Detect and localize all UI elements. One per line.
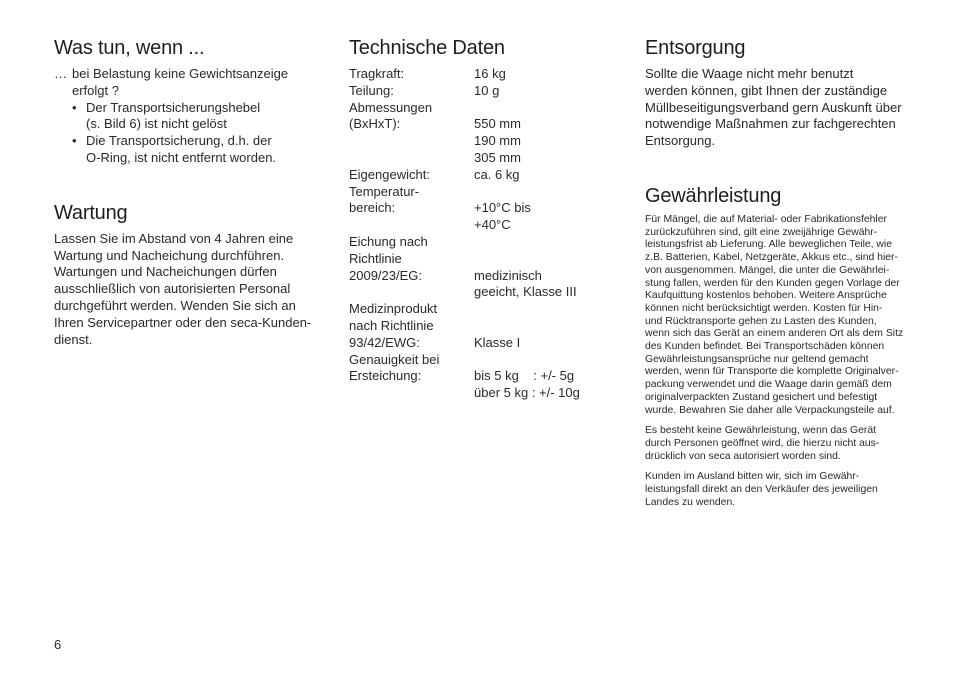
spec-value — [474, 352, 619, 369]
intro-line-1: bei Belastung keine Gewichtsanzeige — [72, 66, 289, 81]
spec-value — [474, 301, 619, 318]
list-item — [54, 133, 334, 167]
page-number: 6 — [54, 637, 62, 652]
text-line: werden, wenn für Transporte die komplette Originalver- — [645, 366, 899, 378]
wartung-text — [54, 231, 334, 349]
spec-value — [474, 251, 619, 268]
troubleshooting-block — [54, 66, 334, 167]
spec-value: geeicht, Klasse III — [474, 284, 577, 300]
spec-label: 93/42/EWG: — [349, 334, 420, 350]
spec-label: Temperatur- — [349, 183, 420, 199]
spec-row — [349, 335, 619, 352]
text-line: drücklich von seca autorisiert worden sind. — [645, 450, 841, 462]
heading-gewaehrleistung: Gewährleistung — [645, 184, 782, 207]
spec-row — [349, 284, 619, 301]
spec-value: 550 mm — [474, 116, 521, 132]
spec-row — [349, 251, 619, 268]
spec-label — [349, 133, 474, 150]
text-line: Müllbeseitigungsverband gern Auskunft über — [645, 99, 902, 115]
spec-value: Klasse I — [474, 334, 521, 350]
spec-label — [349, 150, 474, 167]
text-line: Kunden im Ausland bitten wir, sich im Gewähr- — [645, 471, 860, 483]
spec-row — [349, 167, 619, 184]
spec-value: +10°C bis — [474, 200, 531, 216]
heading-entsorgung: Entsorgung — [645, 37, 746, 59]
spec-row — [349, 217, 619, 234]
gewaehrleistung-para-1 — [645, 214, 925, 417]
spec-value: 305 mm — [474, 149, 521, 165]
spec-row — [349, 100, 619, 117]
cause-list — [54, 100, 334, 167]
spec-value: bis 5 kg : +/- 5g — [474, 368, 575, 384]
list-item — [54, 100, 334, 134]
bullet-1-line-2: (s. Bild 6) ist nicht gelöst — [86, 116, 227, 132]
spec-value: 16 kg — [474, 66, 506, 81]
spec-label: bereich: — [349, 200, 396, 216]
spec-value — [474, 184, 619, 201]
spec-value: über 5 kg : +/- 10g — [474, 385, 580, 401]
text-line: stung fallen, werden für den Kunden gegen Vorlage der — [645, 277, 900, 289]
spec-label — [349, 385, 474, 402]
spec-row — [349, 368, 619, 385]
spec-value: ca. 6 kg — [474, 166, 520, 182]
spec-row — [349, 318, 619, 335]
entsorgung-text — [645, 66, 925, 150]
bullet-mark: • — [72, 99, 77, 115]
spec-value: 10 g — [474, 82, 500, 98]
text-line: z.B. Batterien, Kabel, Netzgeräte, Akkus etc., sind hier- — [645, 252, 898, 264]
spec-table — [349, 66, 619, 402]
text-line: Kaufquittung kostenlos behoben. Weitere Ansprüche — [645, 290, 887, 302]
text-line: werden können, gibt Ihnen der zuständige — [645, 82, 888, 98]
spec-label: Teilung: — [349, 82, 394, 98]
spec-label — [349, 284, 474, 301]
spec-row — [349, 116, 619, 133]
heading-was-tun: Was tun, wenn ... — [54, 37, 205, 59]
spec-row — [349, 133, 619, 150]
spec-value — [474, 100, 619, 117]
bullet-2-line-2: O-Ring, ist nicht entfernt worden. — [86, 149, 277, 165]
text-line: Ihren Servicepartner oder den seca-Kunden- — [54, 314, 312, 330]
ellipsis-mark: … — [54, 66, 67, 81]
text-line: Wartungen und Nacheichungen dürfen — [54, 264, 277, 280]
bullet-mark: • — [72, 133, 77, 149]
text-line: Für Mängel, die auf Material- oder Fabrikationsfehler — [645, 213, 887, 225]
text-line: dienst. — [54, 331, 93, 347]
text-line: notwendige Maßnahmen zur fachgerechten — [645, 116, 896, 132]
heading-wartung: Wartung — [54, 201, 128, 224]
spec-label: Richtlinie — [349, 250, 402, 266]
spec-row — [349, 352, 619, 369]
text-line: durch Personen geöffnet wird, die hierzu nicht aus- — [645, 437, 880, 449]
text-line: Landes zu wenden. — [645, 496, 736, 508]
spec-row — [349, 184, 619, 201]
spec-row — [349, 150, 619, 167]
spec-value — [474, 318, 619, 335]
spec-row — [349, 66, 619, 83]
spec-label: Eichung nach — [349, 233, 428, 249]
text-line: Sollte die Waage nicht mehr benutzt — [645, 66, 854, 81]
text-line: originalverpackten Zustand gesichert und befestigt — [645, 391, 878, 403]
intro-line-2: erfolgt ? — [72, 82, 119, 98]
spec-label: Tragkraft: — [349, 66, 405, 81]
spec-label: Medizinprodukt — [349, 301, 438, 317]
bullet-2-line-1: Die Transportsicherung, d.h. der — [86, 133, 272, 149]
text-line: von ausgenommen. Mängel, die unter die Gewährlei- — [645, 264, 890, 276]
text-line: Es besteht keine Gewährleistung, wenn das Gerät — [645, 425, 877, 437]
spec-label: Abmessungen — [349, 99, 433, 115]
spec-row — [349, 301, 619, 318]
text-line: packung verwendet und die Waage darin gemäß dem — [645, 379, 892, 391]
spec-row — [349, 83, 619, 100]
text-line: leistungsfrist ab Lieferung. Alle beweglichen Teile, wie — [645, 239, 893, 251]
spec-value: +40°C — [474, 217, 511, 233]
spec-row — [349, 234, 619, 251]
spec-label: Eigengewicht: — [349, 166, 430, 182]
text-line: leistungsfall direkt an den Verkäufer des jeweiligen — [645, 484, 878, 496]
text-line: zurückzuführen sind, gilt eine zweijährige Gewähr- — [645, 226, 878, 238]
text-line: und Rücktransporte gehen zu Lasten des Kunden, — [645, 315, 877, 327]
text-line: ausschließlich von autorisierten Personal — [54, 281, 291, 297]
spec-label: nach Richtlinie — [349, 317, 434, 333]
troubleshooting-intro — [54, 66, 334, 83]
column-troubleshooting — [54, 36, 334, 348]
spec-label: Genauigkeit bei — [349, 351, 440, 367]
spec-label — [349, 217, 474, 234]
spec-row — [349, 268, 619, 285]
spec-label: Ersteichung: — [349, 368, 422, 384]
text-line: können nicht berücksichtigt werden. Kosten für Hin- — [645, 302, 883, 314]
text-line: des Kunden befindet. Bei Transportschäden können — [645, 341, 885, 353]
spec-value: 190 mm — [474, 133, 521, 149]
spec-row — [349, 385, 619, 402]
text-line: Wartung und Nacheichung durchführen. — [54, 247, 285, 263]
spec-row — [349, 200, 619, 217]
text-line: Lassen Sie im Abstand von 4 Jahren eine — [54, 230, 294, 246]
text-line: durchgeführt werden. Wenden Sie sich an — [54, 297, 296, 313]
column-disposal-warranty — [645, 36, 925, 509]
spec-label: (BxHxT): — [349, 116, 401, 132]
text-line: Gewährleistungsansprüche nur geltend gemacht — [645, 353, 869, 365]
heading-technische-daten: Technische Daten — [349, 37, 505, 59]
text-line: wurde. Bewahren Sie daher alle Verpackungsteile auf. — [645, 404, 895, 416]
spec-label: 2009/23/EG: — [349, 267, 422, 283]
text-line: wenn sich das Gerät an einem anderen Ort als dem Sitz — [645, 328, 904, 340]
text-line: Entsorgung. — [645, 133, 716, 149]
column-technical-data — [349, 36, 619, 402]
spec-value — [474, 234, 619, 251]
gewaehrleistung-para-3 — [645, 471, 925, 509]
spec-value: medizinisch — [474, 267, 542, 283]
gewaehrleistung-para-2 — [645, 425, 925, 463]
bullet-1-line-1: Der Transportsicherungshebel — [86, 99, 261, 115]
